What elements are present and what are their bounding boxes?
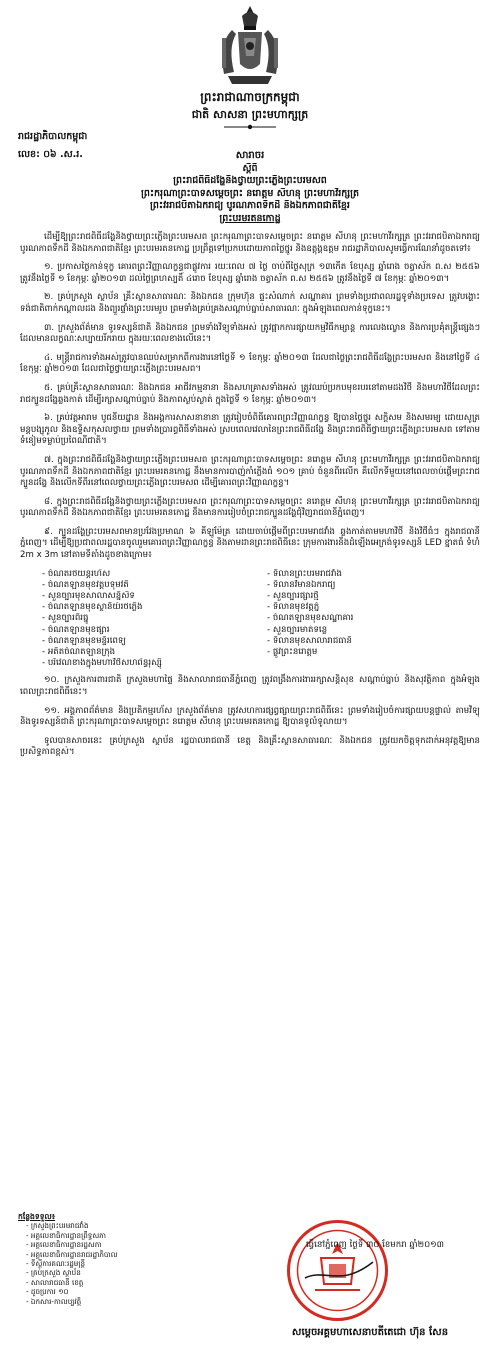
issuing-office: រាជរដ្ឋាភិបាលកម្ពុជា [18, 131, 88, 142]
recipient-item: - សាលារាជធានី ខេត្ត [26, 1277, 84, 1287]
paragraph-10: ១០. ក្រសួងការពារជាតិ ក្រសួងមហាផ្ទៃ និងសាលារាជធានីភ្នំពេញ ត្រូវពង្រឹងការងាររក្សាសន្តិសុខ សណ្តាប់ធ្នាប់ និងសុវត្ថិភាព ក្នុងអំឡុងពេលព្រះរាជពិធីនេះ។ [20, 675, 480, 698]
subject-label: ស្តីពី [242, 162, 258, 174]
recipient-item: - អគ្គលេខាធិការដ្ឋានព្រឹទ្ធសភា [26, 1230, 107, 1240]
list-item: - ចំណតឡានមុខវត្តបទុមវតី [42, 580, 257, 591]
intro-paragraph: ដើម្បីឱ្យព្រះរាជពិធីដង្ហែនិងថ្វាយព្រះភ្លើងព្រះបរមសព ព្រះករុណាព្រះបាទសម្តេចព្រះ នរោត្តម សីហនុ ព្រះមហាវីរក្សត្រ ព្រះវររាជបិតាឯករាជ្យ បូរណភាពទឹកដី និងឯកភាពជាតិខ្មែរ ព្រះបរមរតនកោដ្ឋ ប្រព្រឹត្តទៅប្រកបដោយភាពថ្លៃថ្នូរ និងឧត្តុង្គឧត្តម រាជរដ្ឋាភិបាលសូមធ្វើការណែនាំដូចតទៅ៖ [20, 232, 480, 254]
recipient-item: - គ្រប់ក្រសួង ស្ថាប័ន [26, 1268, 81, 1278]
list-item: - ចំណតឡានមុខសណ្ឋាគារ [267, 613, 482, 624]
list-item: - ផ្លូវព្រះនរោត្តម [267, 647, 482, 658]
date-line: ធ្វើនៅភ្នំពេញ ថ្ងៃទី ៣០ ខែមករា ឆ្នាំ២០១៣ [305, 1240, 445, 1250]
paragraph-2: ២. គ្រប់ក្រសួង ស្ថាប័ន គ្រឹះស្ថានសាធារណៈ និងឯកជន ក្រុមហ៊ុន ផ្ទះសំណាក់ សណ្ឋាគារ ព្រមទាំងប្រជាពលរដ្ឋទូទាំងប្រទេស ត្រូវបង្ហោះទង់ជាតិពាក់កណ្តាលដង និងព្យួរផ្ទាំងព្រះបរមរូប ព្រមទាំងគ្រប់គ្រងសណ្តាប់ធ្នាប់សាធារណៈ ក្នុងអំឡុងពេលកាន់ទុក្ខនេះ។ [20, 292, 480, 314]
list-item: - ទីលានវិមានឯករាជ្យ [267, 580, 482, 591]
recipients-list [18, 1212, 168, 1306]
list-item: - សួនច្បារផ្សារថ្មី [267, 591, 482, 602]
recipient-item: - ក្រសួងព្រះបរមរាជវាំង [26, 1221, 89, 1231]
document-number: លេខ: ០៦ .ស.រ. [18, 149, 83, 160]
list-item: - ទីលានព្រះបរមរាជវាំង [267, 569, 482, 580]
closing-paragraph: ទូលបានសាចរនេះ គ្រប់ក្រសួង ស្ថាប័ន រដ្ឋបាលរាជធានី ខេត្ត និងគ្រឹះស្ថានសាធារណៈ និងឯកជន ត្រូវយកចិត្តទុកដាក់អនុវត្តឱ្យមានប្រសិទ្ធភាពខ្ពស់។ [20, 735, 480, 758]
national-motto: ជាតិ សាសនា ព្រះមហាក្សត្រ [191, 108, 309, 121]
list-item: - ចំណតឡានមុខមន្ទីរពេទ្យ [42, 636, 257, 647]
paragraph-5: ៥. គ្រប់គ្រឹះស្ថានសាធារណៈ និងឯកជន អាជីវកម្មនានា និងសហគ្រាសទាំងអស់ ត្រូវឈប់ប្រកបមុខរបរនៅតាមដងវិថី និងមហាវិថីដែលព្រះរាជក្បួនដង្ហែឆ្លងកាត់ ដើម្បីរក្សាសណ្តាប់ធ្នាប់ និងភាពស្ងប់ស្ងាត់ ក្នុងថ្ងៃទី ១ ខែកុម្ភៈ ឆ្នាំ២០១៣។ [20, 382, 480, 405]
list-item: - ចំណតឡានមុខស្ថានីយ៍រថភ្លើង [42, 602, 257, 613]
paragraph-11: ១១. អង្គភាពព័ត៌មាន និងប្រតិកម្មរហ័ស ក្រសួងព័ត៌មាន ត្រូវសហការផ្សព្វផ្សាយព្រះរាជពិធីនេះ ព្រមទាំងរៀបចំការផ្សាយបន្តផ្ទាល់ តាមវិទ្យុ និងទូរទស្សន៍ជាតិ ព្រះករុណាព្រះបាទសម្តេចព្រះ នរោត្តម សីហនុ ព្រះបរមរតនកោដ្ឋ ឱ្យបានទូលំទូលាយ។ [20, 705, 480, 728]
title-line-4: ព្រះបរមរតនកោដ្ឋ [219, 212, 281, 224]
document-type: សារាចរ [235, 150, 265, 161]
list-item: - ចំណតរថយន្តរហ័ស [42, 569, 257, 580]
divider-ornament-icon [224, 124, 276, 130]
paragraph-7: ៧. ក្នុងព្រះរាជពិធីដង្ហែនិងថ្វាយព្រះភ្លើងព្រះបរមសព ព្រះករុណាព្រះបាទសម្តេចព្រះ នរោត្តម សីហនុ ព្រះមហាវីរក្សត្រ ព្រះវររាជបិតាឯករាជ្យ បូរណភាពទឹកដី និងឯកភាពជាតិខ្មែរ ព្រះបរមរតនកោដ្ឋ នឹងមានការបាញ់កាំភ្លើងធំ ១០១ គ្រាប់ ចំនួនពីរលើក គឺលើកទីមួយនៅពេលចាប់ផ្តើមព្រះរាជក្បួនដង្ហែ និងលើកទីពីរនៅពេលថ្វាយព្រះភ្លើងព្រះបរមសព ដើម្បីគោរពព្រះវិញ្ញាណក្ខន្ធ។ [20, 454, 480, 489]
paragraph-8: ៨. ក្នុងព្រះរាជពិធីដង្ហែនិងថ្វាយព្រះភ្លើងព្រះបរមសព ព្រះករុណាព្រះបាទសម្តេចព្រះ នរោត្តម សីហនុ ព្រះមហាវីរក្សត្រ ព្រះវររាជបិតាឯករាជ្យ បូរណភាពទឹកដី និងឯកភាពជាតិខ្មែរ ព្រះបរមរតនកោដ្ឋ នឹងមានការរៀបចំព្រះរាជក្បួនដង្ហែជុំវិញរាជធានីភ្នំពេញ។ [20, 496, 480, 519]
title-line-2: ព្រះករុណាព្រះបាទសម្តេចព្រះ នរោត្តម សីហនុ ព្រះមហាវីរក្សត្រ [140, 187, 359, 199]
list-item: - សួនច្បារមុខសាលាសន្និសីទ [42, 591, 257, 602]
kingdom-title: ព្រះរាជាណាចក្រកម្ពុជា [200, 90, 300, 104]
title-line-1: ព្រះរាជពិធីដង្ហែនិងថ្វាយព្រះភ្លើងព្រះបរមសព [173, 175, 327, 186]
list-item: - អតីតចំណតឡានក្រុង [42, 647, 257, 658]
paragraph-3: ៣. ក្រសួងព័ត៌មាន ទូរទស្សន៍ជាតិ និងឯកជន ព្រមទាំងវិទ្យុទាំងអស់ ត្រូវផ្អាកការផ្សាយកម្មវិធីកម្សាន្ត ការលេងល្ខោន និងការប្រគុំតន្ត្រីផ្សេងៗ ដែលមានលក្ខណៈសប្បាយរីករាយ ក្នុងរយៈពេលខាងលើនេះ។ [20, 322, 480, 345]
screen-locations-list [20, 569, 480, 670]
royal-coat-of-arms-icon [214, 4, 286, 88]
list-item: - បរិវេណខាងក្នុងមហាវិថីសហព័ន្ធរុស្ស៊ី [42, 658, 257, 669]
paragraph-9: ៩. ក្បួនដង្ហែព្រះបរមសពមានប្រវែងប្រមាណ ៦ គីឡូម៉ែត្រ ដោយចាប់ផ្តើមពីព្រះបរមរាជវាំង ឆ្លងកាត់តាមមហាវិថី និងវិថីធំៗ ក្នុងរាជធានីភ្នំពេញ។ ដើម្បីឱ្យប្រជាពលរដ្ឋបានចូលរួមគោរពព្រះវិញ្ញាណក្ខន្ធ និងតាមដានព្រះរាជពិធីនេះ ក្រុមការងារនឹងដំឡើងអេក្រង់ទូរទស្សន៍ LED ខ្នាតធំ ទំហំ 2m x 3m នៅតាមទីតាំងដូចខាងក្រោម៖ [20, 526, 480, 561]
recipient-item: - អគ្គលេខាធិការដ្ឋានរដ្ឋសភា [26, 1240, 102, 1250]
list-item: - ទីលានមុខសាលារាជធានី [267, 636, 482, 647]
paragraph-4: ៤. មន្ត្រីរាជការទាំងអស់ត្រូវបានឈប់សម្រាកពីការងារនៅថ្ងៃទី ១ ខែកុម្ភៈ ឆ្នាំ២០១៣ ដែលជាថ្ងៃព្រះរាជពិធីដង្ហែព្រះបរមសព និងនៅថ្ងៃទី ៤ ខែកុម្ភៈ ឆ្នាំ២០១៣ ដែលជាថ្ងៃថ្វាយព្រះភ្លើងព្រះបរមសព។ [20, 352, 480, 375]
official-seal-stamp [285, 1218, 390, 1323]
recipient-item: - ឯកសារ-កាលប្បវត្តិ [26, 1296, 82, 1306]
list-item: - ទីលានមុខវត្តភ្នំ [267, 602, 482, 613]
list-item: - សួនច្បារមាត់ទន្លេ [267, 625, 482, 636]
list-item: - ចំណតឡានមុខផ្សារ [42, 625, 257, 636]
document-body [20, 232, 480, 766]
document-titles [20, 150, 480, 225]
list-item: - សួនច្បារពីរធ្នូ [42, 613, 257, 624]
recipient-item: - អគ្គលេខាធិការដ្ឋានរាជរដ្ឋាភិបាល [26, 1249, 118, 1259]
recipient-item: - ដូចប្រការ ១០ [26, 1287, 69, 1297]
recipients-heading: កន្លែងទទួល៖ [18, 1212, 56, 1221]
recipient-item: - ទីស្តីការគណៈរដ្ឋមន្ត្រី [26, 1259, 86, 1269]
title-line-3: ព្រះវររាជបិតាឯករាជ្យ បូរណភាពទឹកដី និងឯកភាពជាតិខ្មែរ [150, 200, 350, 211]
signer-name: សម្តេចអគ្គមហាសេនាបតីតេជោ ហ៊ុន សែន [291, 1327, 449, 1338]
paragraph-1: ១. ប្រកាសថ្ងៃកាន់ទុក្ខ គោរពព្រះវិញ្ញាណក្ខន្ធជាផ្លូវការ រយៈពេល ៧ ថ្ងៃ ចាប់ពីថ្ងៃសុក្រ ១៣កើត ខែបុស្ស ឆ្នាំរោង ចត្វាស័ក ព.ស ២៥៥៦ ត្រូវនឹងថ្ងៃទី ១ ខែកុម្ភៈ ឆ្នាំ២០១៣ ដល់ថ្ងៃព្រហស្បតិ៍ ៤រោច ខែបុស្ស ឆ្នាំរោង ចត្វាស័ក ព.ស ២៥៥៦ ត្រូវនឹងថ្ងៃទី ៧ ខែកុម្ភៈ ឆ្នាំ២០១៣។ [20, 262, 480, 284]
paragraph-6: ៦. គ្រប់វត្តអារាម បូជនីយដ្ឋាន និងអង្គការសាសនានានា ត្រូវរៀបចំពិធីគោរពព្រះវិញ្ញាណក្ខន្ធ ឱ្យបានថ្លៃថ្នូរ សក្តិសម និងសមរម្យ ដោយសូត្រមន្តបង្សុកូល និងឧទ្ទិសកុសលថ្វាយ ព្រមទាំងប្រារព្ធពិធីទាំងអស់ ស្របពេលវេលានៃព្រះរាជពិធីដង្ហែ និងព្រះរាជពិធីថ្វាយព្រះភ្លើងព្រះបរមសព ទៅតាមទំនៀមទម្លាប់ប្រពៃណីជាតិ។ [20, 413, 480, 447]
